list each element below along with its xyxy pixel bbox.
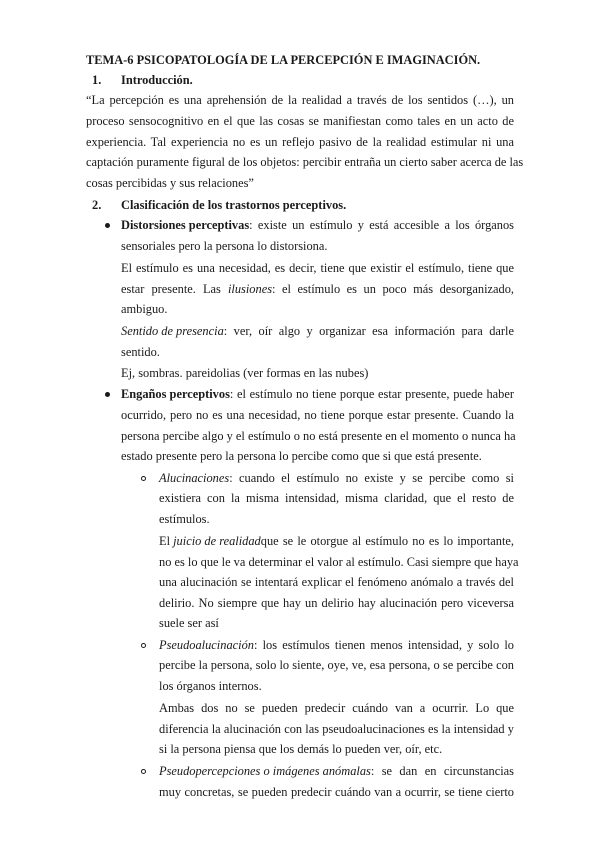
- alucinaciones-line-3: estímulos.: [159, 512, 210, 526]
- pseudoper-line-1: [159, 761, 514, 782]
- distorsiones-p2-line-1: El estímulo es una necesidad, es decir, tiene que existir el estímulo, tiene que: [121, 261, 514, 275]
- alucinaciones-term: Alucinaciones: [159, 471, 230, 485]
- bullet-enganos: [105, 392, 110, 397]
- ilusiones-pre: estar presente. Las: [121, 282, 228, 296]
- section-2-heading: Clasificación de los trastornos perceptivos.: [121, 198, 347, 212]
- section-1-heading: Introducción.: [121, 73, 193, 87]
- ambas-line-3: si la persona piensa que los demás lo pueden ver, oír, etc.: [159, 742, 443, 756]
- document-title: TEMA-6 PSICOPATOLOGÍA DE LA PERCEPCIÓN E IMAGINACIÓN.: [86, 53, 481, 67]
- alucinaciones-line-2: existiera con la misma intensidad, misma claridad, que el resto de: [159, 491, 514, 505]
- ambas-line-1: Ambas dos no se pueden predecir cuándo van a ocurrir. Lo que: [159, 701, 514, 715]
- enganos-term: Engaños perceptivos: [121, 387, 230, 401]
- pseudo-line-2: percibe la persona, solo lo siente, oye, ve, esa persona, o se percibe con: [159, 658, 514, 672]
- ilusiones-term: ilusiones: [227, 282, 273, 296]
- circle-bullet-pseudopercepciones: [141, 769, 146, 774]
- alucinaciones-line-1: [159, 468, 514, 489]
- distorsiones-p2-line-3: ambiguo.: [121, 302, 168, 316]
- presencia-term: Sentido de presencia: [121, 324, 224, 338]
- section-2-number: 2.: [92, 198, 102, 212]
- pseudo-line-3: los órganos internos.: [159, 679, 262, 693]
- enganos-line-4: estado presente pero la persona lo percibe como que si que está presente.: [121, 449, 482, 463]
- distorsiones-p2-line-2: [121, 279, 514, 300]
- circle-bullet-alucinaciones: [141, 476, 146, 481]
- juicio-term: juicio de realidad: [173, 534, 261, 548]
- presencia-line-2: sentido.: [121, 345, 160, 359]
- juicio-post: que se le otorgue al estímulo no es lo importante,: [260, 534, 514, 548]
- distorsiones-example: Ej, sombras. pareidolias (ver formas en las nubes): [121, 366, 369, 380]
- section-1-number: 1.: [92, 73, 102, 87]
- distorsiones-term: Distorsiones perceptivas: [121, 218, 250, 232]
- enganos-line-1: [121, 384, 514, 405]
- presencia-text: : ver, oír algo y organizar esa información para darle: [223, 324, 514, 338]
- pseudoper-text-1: : se dan en circunstancias: [370, 764, 514, 778]
- enganos-line-3: persona percibe algo y el estímulo o no está presente en el momento o nunca ha: [121, 429, 516, 443]
- juicio-line-2: no es lo que le va determinar el valor al estímulo. Casi siempre que haya: [159, 555, 519, 569]
- pseudo-text-1: : los estímulos tienen menos intensidad, y solo lo: [253, 638, 514, 652]
- distorsiones-line-2: sensoriales pero la persona lo distorsiona.: [121, 239, 328, 253]
- ambas-line-2: diferencia la alucinación con las pseudoalucinaciones es la intensidad y: [159, 722, 514, 736]
- juicio-line-5: suele ser así: [159, 616, 219, 630]
- distorsiones-line-1: [121, 215, 514, 236]
- intro-line-5: cosas percibidas y sus relaciones”: [86, 176, 254, 190]
- juicio-line-3: una alucinación se intentará explicar el fenómeno anómalo a través del: [159, 575, 514, 589]
- bullet-distorsiones: [105, 223, 110, 228]
- juicio-line-4: delirio. No siempre que hay un delirio hay alucinación pero viceversa: [159, 596, 514, 610]
- juicio-pre: El: [159, 534, 174, 548]
- pseudoper-term: Pseudopercepciones o imágenes anómalas: [159, 764, 371, 778]
- pseudoper-line-2: muy concretas, se pueden predecir cuándo van a ocurrir, se tiene cierto: [159, 785, 514, 799]
- intro-line-3: experiencia. Tal experiencia no es un reflejo pasivo de la realidad estimular ni una: [86, 135, 514, 149]
- ilusiones-post: : el estímulo es un poco más desorganizado,: [272, 282, 514, 296]
- presencia-line-1: [121, 321, 514, 342]
- alucinaciones-text-1: : cuando el estímulo no existe y se percibe como si: [229, 471, 514, 485]
- distorsiones-text-1: : existe un estímulo y está accesible a los órganos: [249, 218, 514, 232]
- pseudo-line-1: [159, 635, 514, 656]
- intro-line-2: proceso sensocognitivo en el que las cosas se manifiestan como tales en un acto de: [86, 114, 514, 128]
- juicio-line-1: [159, 531, 514, 552]
- intro-line-4: captación puramente figural de los objetos: percibir entraña un cierto saber acerca de las: [86, 155, 524, 169]
- pseudo-term: Pseudoalucinación: [159, 638, 254, 652]
- intro-line-1: “La percepción es una aprehensión de la realidad a través de los sentidos (…), un: [86, 93, 514, 107]
- circle-bullet-pseudoalucinacion: [141, 643, 146, 648]
- enganos-line-2: ocurrido, pero no es una necesidad, no tiene porque estar presente. Cuando la: [121, 408, 514, 422]
- enganos-text-1: : el estímulo no tiene porque estar presente, puede haber: [229, 387, 514, 401]
